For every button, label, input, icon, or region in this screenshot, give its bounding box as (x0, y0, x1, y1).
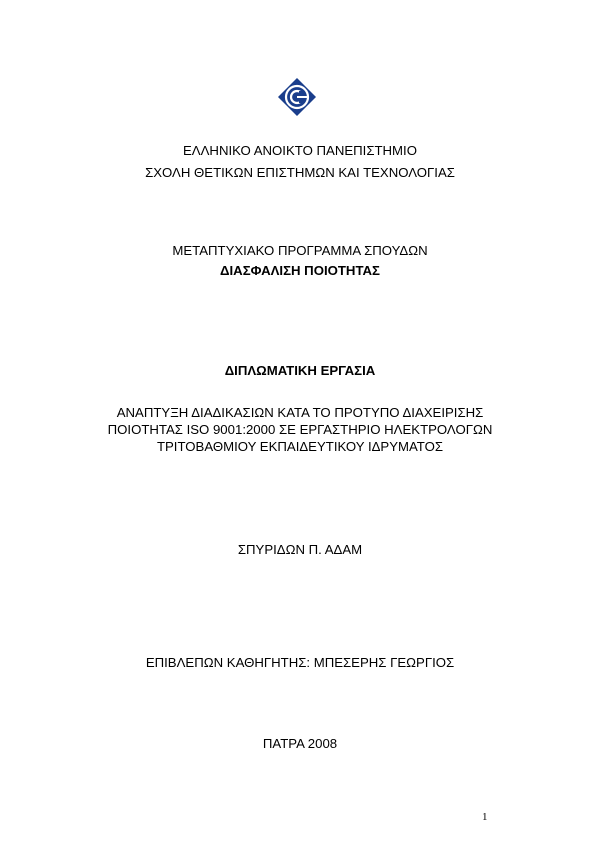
thesis-title-line-2: ΠΟΙΟΤΗΤΑΣ ISO 9001:2000 ΣΕ ΕΡΓΑΣΤΗΡΙΟ ΗΛΕΚΤΡΟΛΟΓΩΝ (107, 422, 493, 437)
place-date: ΠΑΤΡΑ 2008 (262, 736, 338, 751)
thesis-type: ΔΙΠΛΩΜΑΤΙΚΗ ΕΡΓΑΣΙΑ (224, 363, 376, 378)
author-name: ΣΠΥΡΙΔΩΝ Π. ΑΔΑΜ (237, 542, 363, 557)
page-number: 1 (482, 811, 488, 823)
thesis-title-line-3: ΤΡΙΤΟΒΑΘΜΙΟΥ ΕΚΠΑΙΔΕΥΤΙΚΟΥ ΙΔΡΥΜΑΤΟΣ (156, 439, 444, 454)
program-name: ΜΕΤΑΠΤΥΧΙΑΚΟ ΠΡΟΓΡΑΜΜΑ ΣΠΟΥΔΩΝ (172, 243, 428, 258)
thesis-title-line-1: ΑΝΑΠΤΥΞΗ ΔΙΑΔΙΚΑΣΙΩΝ ΚΑΤΑ ΤΟ ΠΡΟΤΥΠΟ ΔΙΑΧΕΙΡΙΣΗΣ (116, 405, 484, 420)
program-specialization: ΔΙΑΣΦΑΛΙΣΗ ΠΟΙΟΤΗΤΑΣ (220, 263, 380, 278)
school-name: ΣΧΟΛΗ ΘΕΤΙΚΩΝ ΕΠΙΣΤΗΜΩΝ ΚΑΙ ΤΕΧΝΟΛΟΓΙΑΣ (145, 165, 455, 180)
supervisor: ΕΠΙΒΛΕΠΩΝ ΚΑΘΗΓΗΤΗΣ: ΜΠΕΣΕΡΗΣ ΓΕΩΡΓΙΟΣ (145, 655, 455, 670)
university-logo-icon (277, 77, 317, 117)
university-name: ΕΛΛΗΝΙΚΟ ΑΝΟΙΚΤΟ ΠΑΝΕΠΙΣΤΗΜΙΟ (183, 143, 417, 158)
